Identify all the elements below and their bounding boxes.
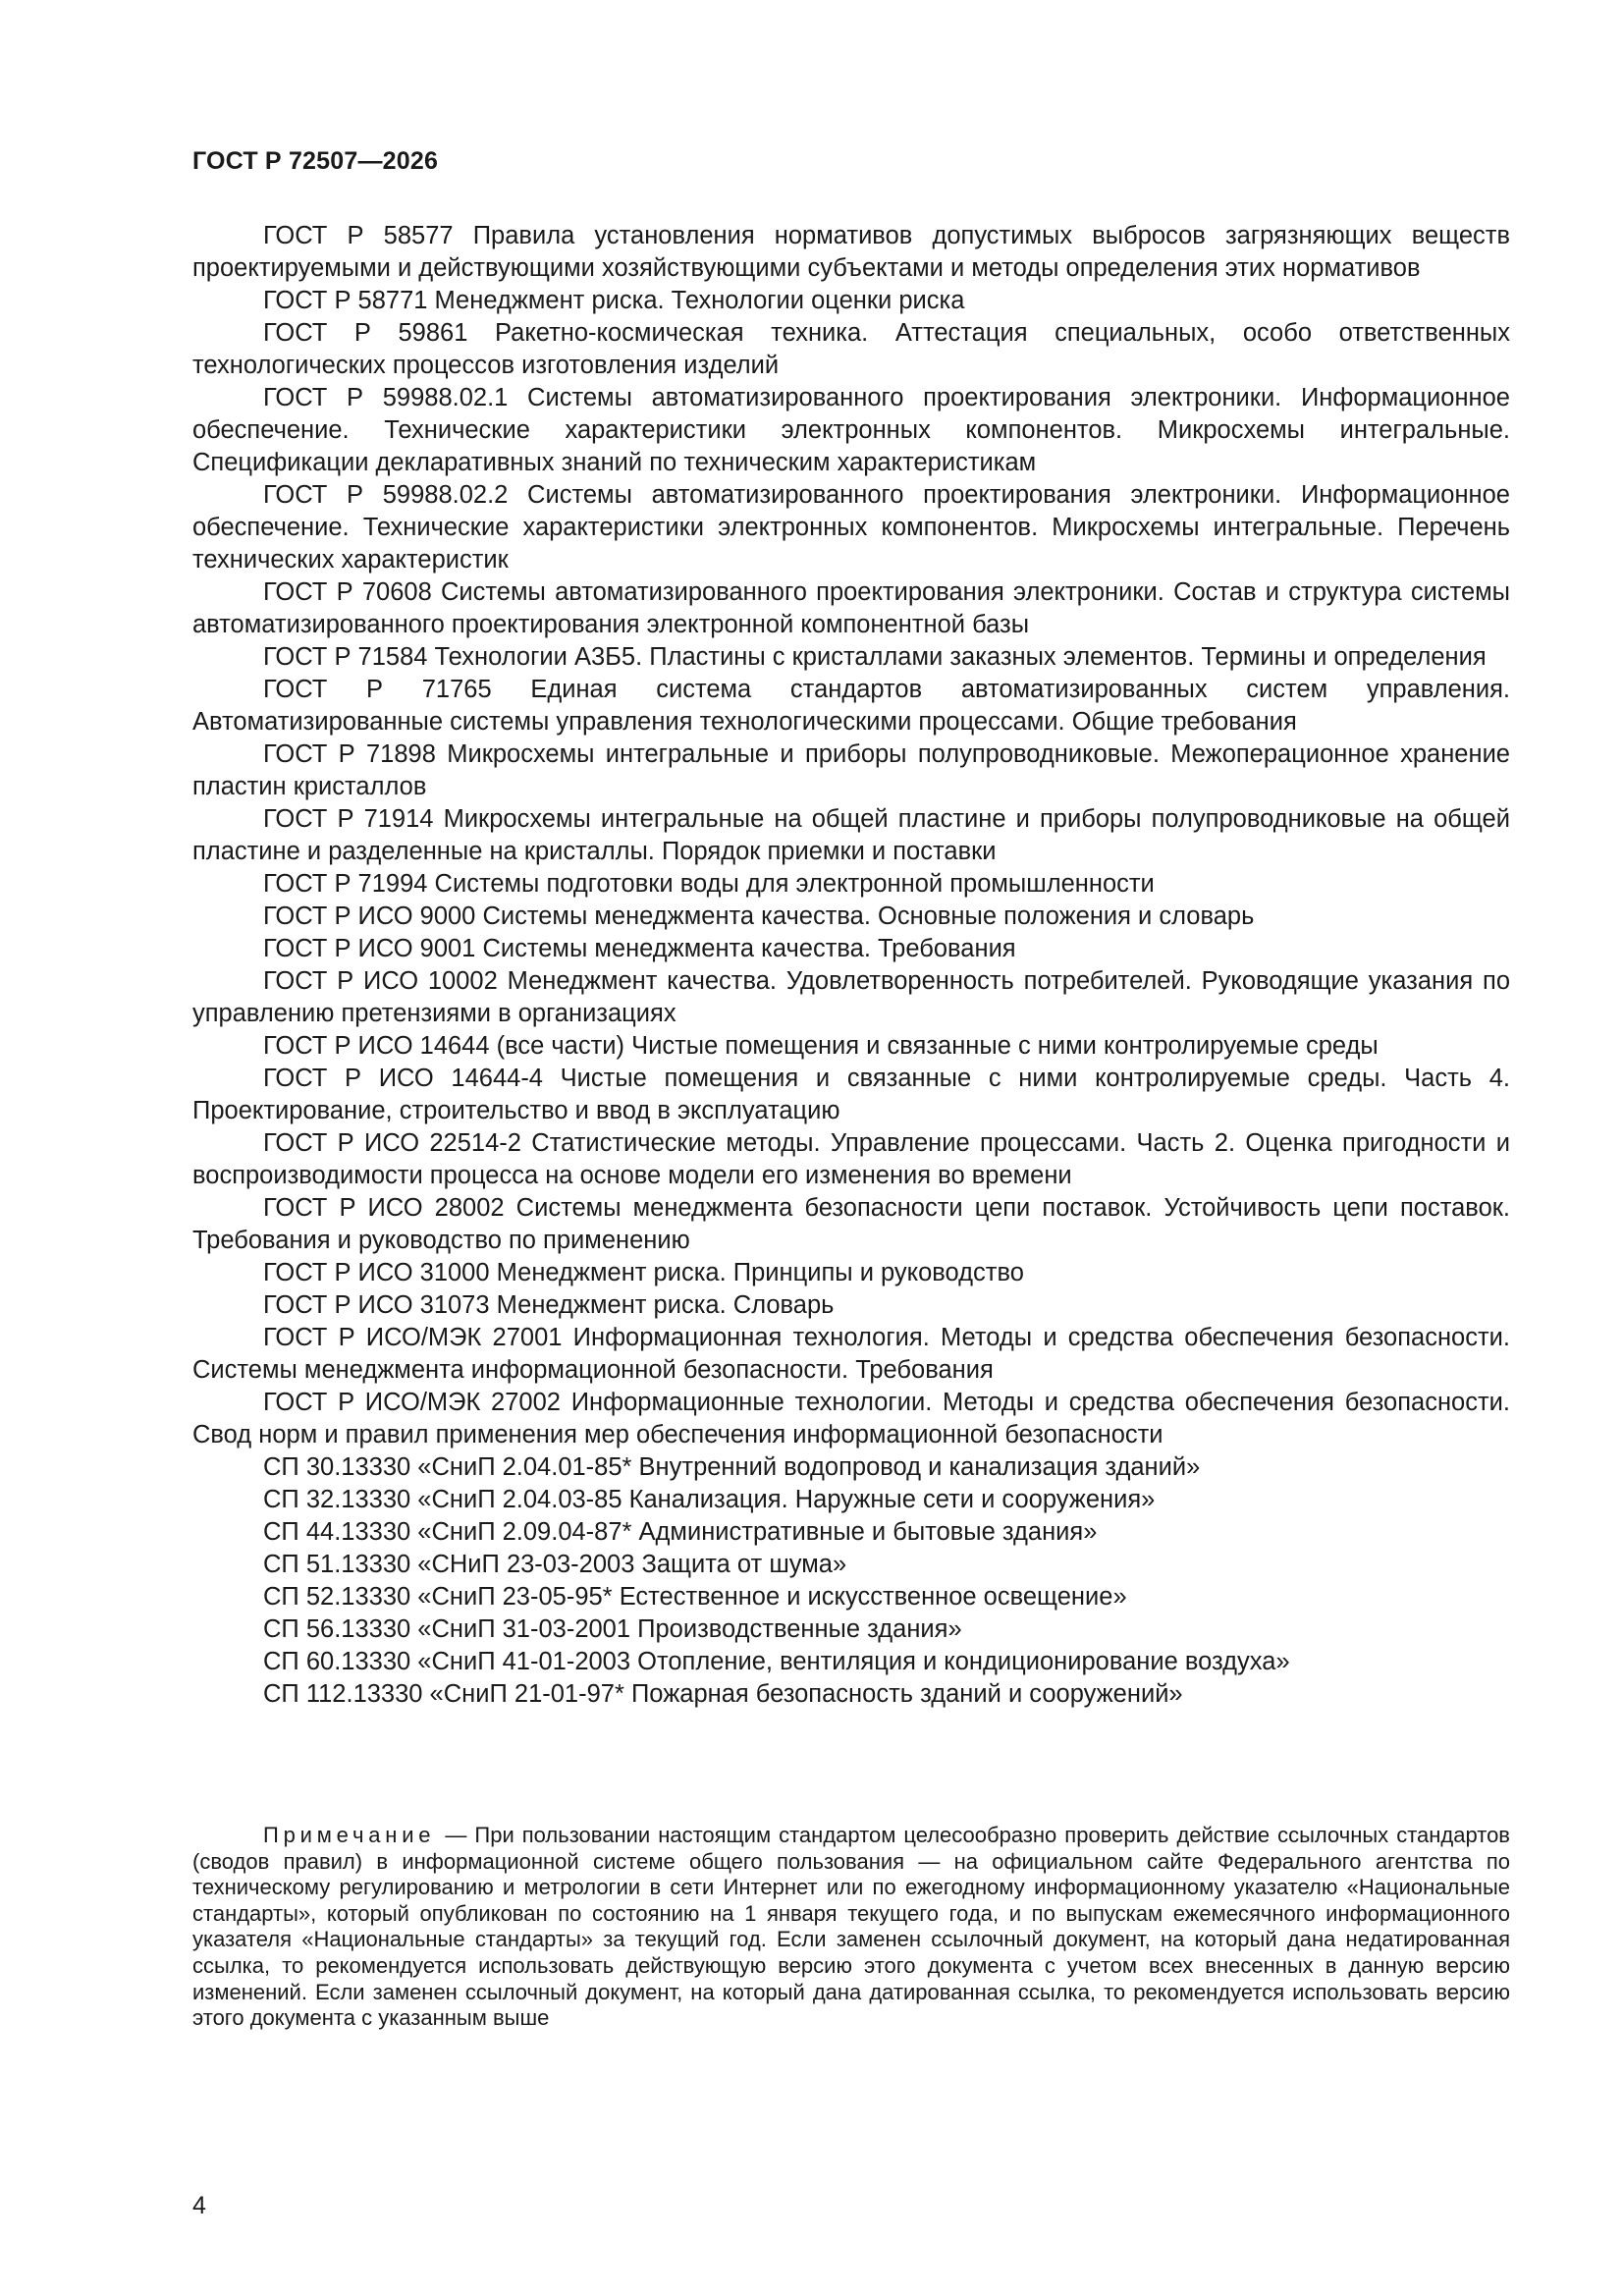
reference-item: СП 32.13330 «СниП 2.04.03-85 Канализация. Наружные сети и сооружения» <box>263 1486 1156 1513</box>
page-number: 4 <box>192 2192 206 2219</box>
normative-references-list <box>192 220 1510 1711</box>
reference-item: ГОСТ Р ИСО 28002 Системы менеджмента безопасности цепи поставок. Устойчивость цепи поставок. Требования и руководство по применению <box>192 1194 1510 1254</box>
reference-item: СП 112.13330 «СниП 21-01-97* Пожарная безопасность зданий и сооружений» <box>263 1680 1183 1708</box>
reference-item: СП 60.13330 «СниП 41-01-2003 Отопление, вентиляция и кондиционирование воздуха» <box>263 1648 1290 1675</box>
reference-item: ГОСТ Р ИСО 31073 Менеджмент риска. Словарь <box>263 1291 835 1319</box>
reference-item: ГОСТ Р ИСО 14644-4 Чистые помещения и связанные с ними контролируемые среды. Часть 4. Проектирование, строительство и ввод в эксплуатацию <box>192 1065 1510 1124</box>
reference-item: ГОСТ Р 71765 Единая система стандартов автоматизированных систем управления. Автоматизированные системы управления технологическими процессами. Общие требования <box>192 676 1510 736</box>
reference-item: ГОСТ Р 70608 Системы автоматизированного проектирования электроники. Состав и структура системы автоматизированного проектирования электронной компонентной базы <box>192 578 1510 638</box>
reference-item: СП 51.13330 «СНиП 23-03-2003 Защита от шума» <box>263 1551 847 1578</box>
reference-item: ГОСТ Р 58771 Менеджмент риска. Технологии оценки риска <box>263 287 965 314</box>
note-block <box>192 1823 1510 2032</box>
reference-item: ГОСТ Р ИСО 14644 (все части) Чистые помещения и связанные с ними контролируемые среды <box>263 1032 1379 1060</box>
note-text: — При пользовании настоящим стандартом целесообразно проверить действие ссылочных стандартов (сводов правил) в информационной системе общего пользования — на официальном сайте Федерального агентства по техническому регулированию и метрологии в сети Интернет или по ежегодному информационному указателю «Национальные стандарты», который опубликован по состоянию на 1 января текущего года, и по выпускам ежемесячного информационного указателя «Национальные стандарты» за текущий год. Если заменен ссылочный документ, на который дана недатированная ссылка, то рекомендуется использовать действующую версию этого документа с учетом всех внесенных в данную версию изменений. Если заменен ссылочный документ, на который дана датированная ссылка, то рекомендуется использовать версию этого документа с указанным выше <box>192 1823 1510 2031</box>
reference-item: ГОСТ Р ИСО/МЭК 27001 Информационная технология. Методы и средства обеспечения безопасности. Системы менеджмента информационной безопасности. Требования <box>192 1324 1510 1384</box>
reference-item: ГОСТ Р ИСО 9000 Системы менеджмента качества. Основные положения и словарь <box>263 902 1255 930</box>
reference-item: ГОСТ Р 71898 Микросхемы интегральные и приборы полупроводниковые. Межоперационное хранение пластин кристаллов <box>192 740 1510 800</box>
reference-item: ГОСТ Р ИСО/МЭК 27002 Информационные технологии. Методы и средства обеспечения безопасности. Свод норм и правил применения мер обеспечения информационной безопасности <box>192 1389 1510 1449</box>
reference-item: ГОСТ Р 71994 Системы подготовки воды для электронной промышленности <box>263 870 1155 898</box>
reference-item: ГОСТ Р 71584 Технологии А3Б5. Пластины с кристаллами заказных элементов. Термины и определения <box>263 643 1487 671</box>
reference-item: СП 44.13330 «СниП 2.09.04-87* Административные и бытовые здания» <box>263 1518 1098 1546</box>
reference-item: СП 56.13330 «СниП 31-03-2001 Производственные здания» <box>263 1615 962 1643</box>
note-paragraph <box>192 1823 1510 2032</box>
reference-item: ГОСТ Р ИСО 22514-2 Статистические методы. Управление процессами. Часть 2. Оценка пригодности и воспроизводимости процесса на основе модели его изменения во времени <box>192 1129 1510 1189</box>
reference-item: ГОСТ Р 58577 Правила установления нормативов допустимых выбросов загрязняющих веществ проектируемыми и действующими хозяйствующими субъектами и методы определения этих нормативов <box>192 222 1510 282</box>
reference-item: ГОСТ Р 59861 Ракетно-космическая техника. Аттестация специальных, особо ответственных технологических процессов изготовления изделий <box>192 319 1510 379</box>
reference-item: ГОСТ Р 59988.02.2 Системы автоматизированного проектирования электроники. Информационное обеспечение. Технические характеристики электронных компонентов. Микросхемы интегральные. Перечень технических характеристик <box>192 481 1510 574</box>
reference-item: ГОСТ Р ИСО 10002 Менеджмент качества. Удовлетворенность потребителей. Руководящие указания по управлению претензиями в организациях <box>192 967 1510 1027</box>
reference-item: СП 30.13330 «СниП 2.04.01-85* Внутренний водопровод и канализация зданий» <box>263 1453 1201 1481</box>
page-header: ГОСТ Р 72507—2026 <box>192 147 439 175</box>
reference-item: СП 52.13330 «СниП 23-05-95* Естественное и искусственное освещение» <box>263 1583 1127 1611</box>
reference-item: ГОСТ Р ИСО 9001 Системы менеджмента качества. Требования <box>263 935 1016 962</box>
reference-item: ГОСТ Р 71914 Микросхемы интегральные на общей пластине и приборы полупроводниковые на общей пластине и разделенные на кристаллы. Порядок приемки и поставки <box>192 805 1510 865</box>
note-label: Примечание <box>263 1823 436 1847</box>
reference-item: ГОСТ Р 59988.02.1 Системы автоматизированного проектирования электроники. Информационное обеспечение. Технические характеристики электронных компонентов. Микросхемы интегральные. Спецификации декларативных знаний по техническим характеристикам <box>192 384 1510 476</box>
reference-item: ГОСТ Р ИСО 31000 Менеджмент риска. Принципы и руководство <box>263 1259 1024 1286</box>
